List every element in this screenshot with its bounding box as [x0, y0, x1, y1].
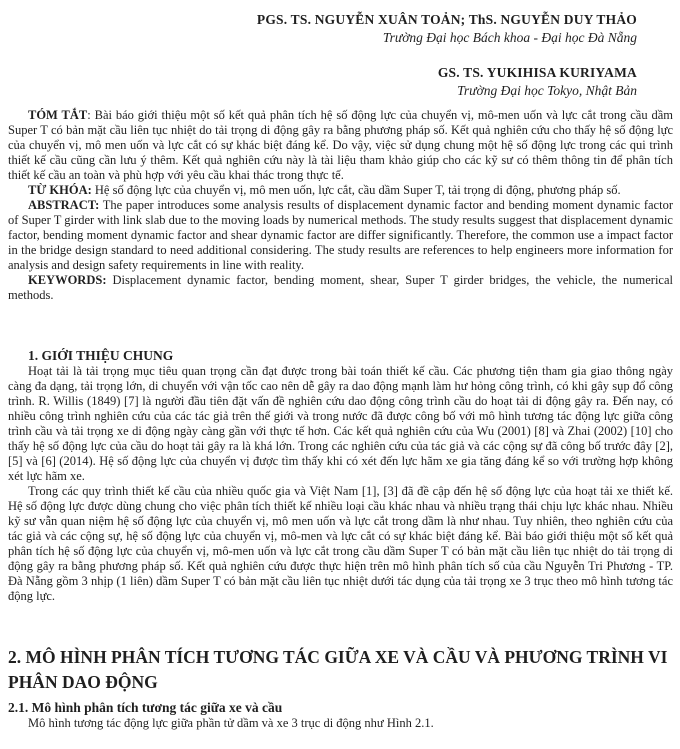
abstract-vi-text: : Bài báo giới thiệu một số kết quả phân tích hệ số động lực của chuyển vị, mô-men uốn và lực cắt trong cầu dầm Super T có bản mặt cầu liên tục nhiệt do tải trọng di động gây ra bằng phương pháp số. Kết quả nghiên cứu cho thấy hệ số động lực của chuyển vị, mô men uốn và lực cắt có sự khác biệt đáng kể. Do vậy, việc sử dụng chung một hệ số động lực trong các qui trình thiết kế cầu cũng cần lưu ý thêm. Kết quả nghiên cứu này là tài liệu tham khảo giúp cho các kỹ sư có thêm thông tin để phân tích thiết kế cầu an toàn và phù hợp với yêu cầu khai thác trong thực tế.	[8, 108, 673, 182]
section-2	[8, 645, 673, 731]
abstract-vi-label: TÓM TẮT	[28, 108, 88, 122]
author-block	[0, 0, 680, 100]
author-line-2: GS. TS. YUKIHISA KURIYAMA	[437, 65, 637, 80]
keywords-vi-text: Hệ số động lực của chuyển vị, mô men uốn, lực cắt, cầu dầm Super T, tải trọng di động, phương pháp số.	[91, 183, 621, 197]
keywords-en-label: KEYWORDS:	[28, 273, 107, 287]
abstract-section	[8, 108, 673, 303]
affiliation-line-1: Trường Đại học Bách khoa - Đại học Đà Nẵng	[382, 30, 637, 45]
keywords-en-paragraph	[8, 273, 673, 303]
keywords-vi-label: TỪ KHÓA:	[28, 183, 92, 197]
affiliation-line-2: Trường Đại học Tokyo, Nhật Bản	[457, 83, 637, 98]
abstract-en-text: The paper introduces some analysis results of displacement dynamic factor and bending moment dynamic factor of Super T girder with link slab due to the moving loads by numerical methods. The study results suggest that displacement dynamic factor, bending moment dynamic factor and shear dynamic factor are differ significantly. Therefore, the common use a impact factor in the bridge design standard to need additional considering. The study results are references to help engineers more information for analysis and design safety requirements in line with reality.	[8, 198, 673, 272]
section-1	[8, 347, 673, 604]
abstract-vi-paragraph	[8, 108, 673, 183]
author-line-1: PGS. TS. NGUYỄN XUÂN TOẢN; ThS. NGUYỄN DUY THẢO	[256, 12, 637, 27]
section-2-heading: 2. MÔ HÌNH PHÂN TÍCH TƯƠNG TÁC GIỮA XE VÀ CẦU VÀ PHƯƠNG TRÌNH VI PHÂN DAO ĐỘNG	[8, 647, 668, 692]
page-content	[0, 108, 680, 731]
section-1-heading: 1. GIỚI THIỆU CHUNG	[28, 348, 174, 363]
abstract-en-paragraph	[8, 198, 673, 273]
abstract-en-label: ABSTRACT:	[28, 198, 100, 212]
keywords-vi-paragraph	[8, 183, 673, 198]
keywords-en-text: Displacement dynamic factor, bending moment, shear, Super T girder bridges, the vehicle, the numerical methods.	[8, 273, 673, 302]
section-1-paragraph-1: Hoạt tải là tải trọng mục tiêu quan trọng cần đạt được trong bài toán thiết kế cầu. Các phương tiện tham gia giao thông ngày càng đa dạng, tải trọng lớn, di chuyển với vận tốc cao nên dễ gây ra dao động mạnh làm hư hỏng công trình, có khi gây sụp đổ công trình. R. Willis (1849) [7] là người đầu tiên đặt vấn đề nghiên cứu dao động công trình cầu do hoạt tải di động gây ra. Đến nay, có nhiều công trình nghiên cứu của các tác giả trên thế giới và trong nước đã được công bố với mô hình tương tác động lực giữa công trình cầu và tải trọng xe di động ngày càng gần với thực tế hơn. Các kết quả nghiên cứu của Wu (2001) [8] và Zhai (2002) [10] cho thấy hệ số động lực của cầu do hoạt tải gây ra là khá lớn. Trong các nghiên cứu của tác giả và các cộng sự đã công bố trước đây [2],[5] và [6] (2014). Hệ số động lực của chuyển vị được tìm thấy khi có xét đến lực hãm xe gia tăng đáng kể so với trường hợp không xét lực hãm xe.	[8, 364, 673, 483]
section-2-1-heading: 2.1. Mô hình phân tích tương tác giữa xe và cầu	[8, 700, 283, 715]
section-2-1-paragraph: Mô hình tương tác động lực giữa phần tử dầm và xe 3 trục di động như Hình 2.1.	[28, 716, 434, 730]
section-1-paragraph-2: Trong các quy trình thiết kế cầu của nhiều quốc gia và Việt Nam [1], [3] đã đề cập đến hệ số động lực của hoạt tải xe thiết kế. Hệ số động lực được dùng chung cho việc phân tích thiết kế nhiều loại cầu khác nhau và nhiều trạng thái chịu lực khác nhau. Nhiều kỹ sư vẫn quan niệm hệ số động lực của chuyển vị, mô men uốn và lực cắt trong dầm là như nhau. Tuy nhiên, theo nghiên cứu của tác giả và các cộng sự, hệ số động lực của chuyển vị, mô-men và lực cắt có sự khác biệt đáng kể. Bài báo giới thiệu một số kết quả phân tích hệ số động lực của chuyển vị, mô-men uốn và lực cắt trong cầu dầm Super T có bản mặt cầu liên tục nhiệt do tải trọng di động gây ra bằng phương pháp số. Kết quả nghiên cứu được thực hiện trên mô hình phân tích số của cầu Nguyễn Tri Phương - TP. Đà Nẵng gồm 3 nhịp (1 liên) dầm Super T có bản mặt cầu liên tục nhiệt dưới tác dụng của tải trọng xe 3 trục theo mô hình tương tác động lực.	[8, 484, 673, 603]
